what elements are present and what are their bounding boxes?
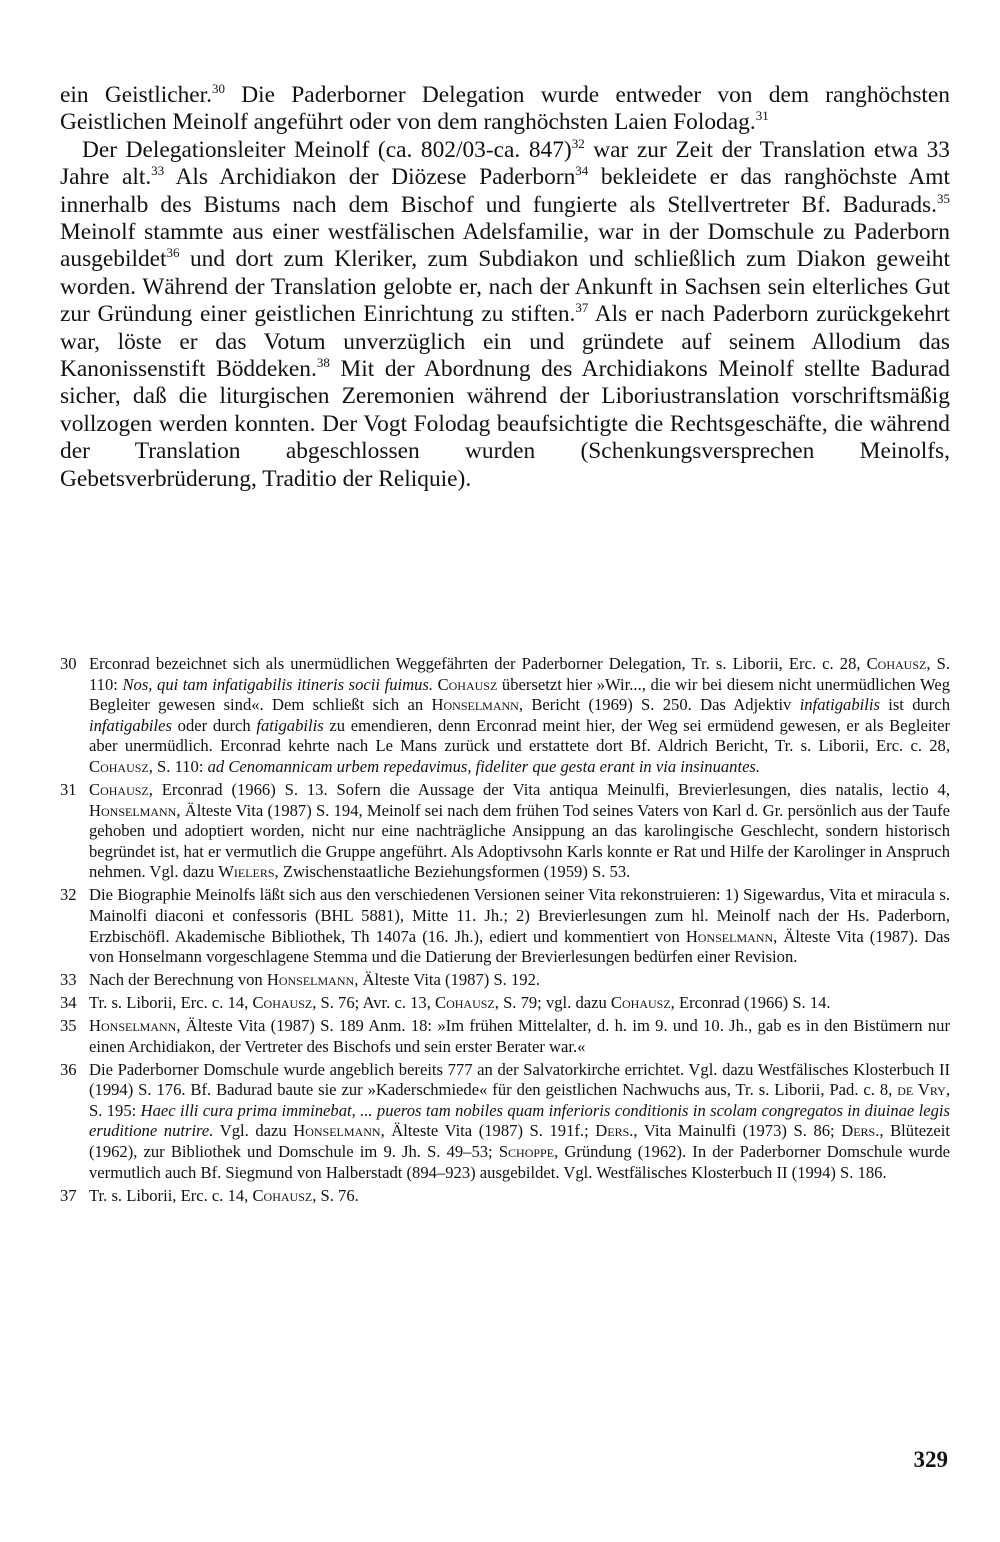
footnote-text: Die Biographie Meinolfs läßt sich aus den verschiedenen Versionen seiner Vita rekonstruieren: 1) Sigewardus, Vita et miracula s. Mainolfi diaconi et confessoris (BHL 5881), Mitte 11. Jh.; 2) Brevierlesungen zum hl. Meinolf nach der Hs. Paderborn, Erzbischöfl. Akademische Bibliothek, Th 1407a (16. Jh.), ediert und kommentiert von Honselmann, Älteste Vita (1987). Das von Honselmann vorgeschlagene Stemma und die Datierung der Brevierlesungen bedürfen einer Revision. [89,885,951,967]
footnote-30 [60,654,950,778]
footnote-ref[interactable]: 30 [212,81,226,96]
footnote-number: 36 [60,1059,77,1079]
footnote-text: Cohausz, Erconrad (1966) S. 13. Sofern die Aussage der Vita antiqua Meinulfi, Brevierlesungen, dies natalis, lectio 4, Honselmann, Älteste Vita (1987) S. 194, Meinolf sei nach dem frühen Tod seines Vaters von Karl d. Gr. persönlich aus der Taufe gehoben und adoptiert worden, nicht nur eine nachträgliche Ansippung an das karolingische Geschlecht, sondern historisch begründet ist, hat er vermutlich die Gruppe angeführt. Als Adoptivsohn Karls konnte er Rat und Hilfe der Karolinger in Anspruch nehmen. Vgl. dazu Wielers, Zwischenstaatliche Beziehungsformen (1959) S. 53. [89,779,950,882]
footnote-number: 30 [60,654,77,673]
footnote-37 [60,1186,950,1207]
footnote-text: Tr. s. Liborii, Erc. c. 14, Cohausz, S. 76; Avr. c. 13, Cohausz, S. 79; vgl. dazu Cohausz, Erconrad (1966) S. 14. [89,993,831,1013]
footnote-ref[interactable]: 32 [571,135,585,151]
footnote-number: 35 [60,1016,77,1036]
text-run: ein Geistlicher. [60,82,213,108]
footnote-ref[interactable]: 33 [151,163,165,179]
paragraph-1 [60,82,950,137]
paragraph-2 [60,137,950,493]
text-run: Meinolf stammte aus einer westfälischen Adelsfamilie, war in der Domschule zu Paderborn ausgebildet [60,219,950,273]
body-text [60,82,950,493]
text-run: Als Archidiakon der Diözese Paderborn [164,164,576,191]
footnote-text: Erconrad bezeichnet sich als unermüdlichen Weggefährten der Paderborner Delegation, Tr. s. Liborii, Erc. c. 28, Cohausz, S. 110: Nos, qui tam infatigabilis itineris socii fuimus. Cohausz übersetzt hier »Wir..., die wir bei diesem nicht unermüdlichen Weg Begleiter gewesen sind«. Dem schließt sich an Honselmann, Bericht (1969) S. 250. Das Adjektiv infatigabilis ist durch infatigabiles oder durch fatigabilis zu emendieren, denn Erconrad meint hier, der Weg sei ermüdend gewesen, er als Begleiter aber unermüdlich. Erconrad kehrte nach Le Mans zurück und erstattete dort Bf. Aldrich Bericht, Tr. s. Liborii, Erc. c. 28, Cohausz, S. 110: ad Cenomannicam urbem repedavimus, fideliter que gesta erant in via insinuantes. [89,654,950,776]
text-run: und dort zum Kleriker, zum Subdiakon und schließlich zum Diakon geweiht worden. Während der Translation gelobte er, nach der Ankunft in Sachsen sein elterliches Gut zur Gründung einer geistlichen Einrichtung zu stiften. [60,246,950,328]
footnote-number: 34 [60,993,77,1013]
footnote-ref[interactable]: 37 [575,300,589,316]
footnote-ref[interactable]: 31 [755,108,769,124]
footnote-32 [60,885,950,967]
footnote-31 [60,780,950,883]
footnote-number: 32 [60,885,77,905]
footnote-text: Nach der Berechnung von Honselmann, Älteste Vita (1987) S. 192. [89,970,541,990]
footnote-text: Die Paderborner Domschule wurde angeblich bereits 777 an der Salvatorkirche errichtet. Vgl. dazu Westfälisches Klosterbuch II (1994) S. 176. Bf. Badurad baute sie zur »Kaderschmiede« für den geistlichen Nachwuchs aus, Tr. s. Liborii, Pad. c. 8, de Vry, S. 195: Haec illi cura prima imminebat, ... pueros tam nobiles quam inferioris conditionis in scolam congregatos in diuinae legis eruditione nutrire. Vgl. dazu Honselmann, Älteste Vita (1987) S. 191f.; Ders., Vita Mainulfi (1973) S. 86; Ders., Blütezeit (1962), zur Bibliothek und Domschule im 9. Jh. S. 49–53; Schoppe, Gründung (1962). In der Paderborner Domschule wurde vermutlich auch Bf. Siegmund von Halberstadt (894–923) ausgebildet. Vgl. Westfälisches Klosterbuch II (1994) S. 186. [89,1059,951,1182]
footnote-ref[interactable]: 34 [575,163,589,179]
footnote-33 [60,970,950,991]
text-run: war zur Zeit der Translation etwa 33 Jahre alt. [60,136,950,191]
footnote-34 [60,993,950,1014]
text-run: Der Delegationsleiter Meinolf (ca. 802/03-ca. 847) [82,136,572,163]
text-run: Mit der Abordnung des Archidiakons Meinolf stellte Badurad sicher, daß die liturgischen Zeremonien während der Liboriustranslation vorschriftsmäßig vollzogen werden konnten. Der Vogt Folodag beaufsichtigte die Rechtsgeschäfte, die während der Translation abgeschlossen wurden (Schenkungsversprechen Meinolfs, Gebetsverbrüderung, Traditio der Reliquie). [60,356,950,492]
page-number: 329 [913,1447,948,1472]
footnote-ref[interactable]: 35 [937,190,950,206]
text-run: bekleidete er das ranghöchste Amt innerhalb des Bistums nach dem Bischof und fungierte als Stellvertreter Bf. Badurads. [60,164,950,218]
main-text [60,82,950,493]
footnote-number: 31 [60,779,77,799]
footnote-text: Tr. s. Liborii, Erc. c. 14, Cohausz, S. 76. [89,1185,359,1205]
text-run: Die Paderborner Delegation wurde entweder von dem ranghöchsten Geistlichen Meinolf angeführt oder von dem ranghöchsten Laien Folodag. [60,82,950,136]
footnote-ref[interactable]: 38 [316,355,330,371]
footnote-text: Honselmann, Älteste Vita (1987) S. 189 Anm. 18: »Im frühen Mittelalter, d. h. im 9. und 10. Jh., gab es in den Bistümern nur einen Archidiakon, der Vertreter des Bischofs und sein erster Berater war.« [89,1016,950,1056]
footnote-36 [60,1060,950,1184]
footnote-ref[interactable]: 36 [166,245,180,261]
text-run: Als er nach Paderborn zurückgekehrt war, löste er das Votum unverzüglich ein und gründete auf seinem Allodium das Kanonissenstift Böddeken. [60,301,950,383]
footnotes [60,654,950,1209]
footnote-number: 33 [60,970,77,990]
footnote-35 [60,1016,950,1057]
footnote-number: 37 [60,1185,77,1205]
